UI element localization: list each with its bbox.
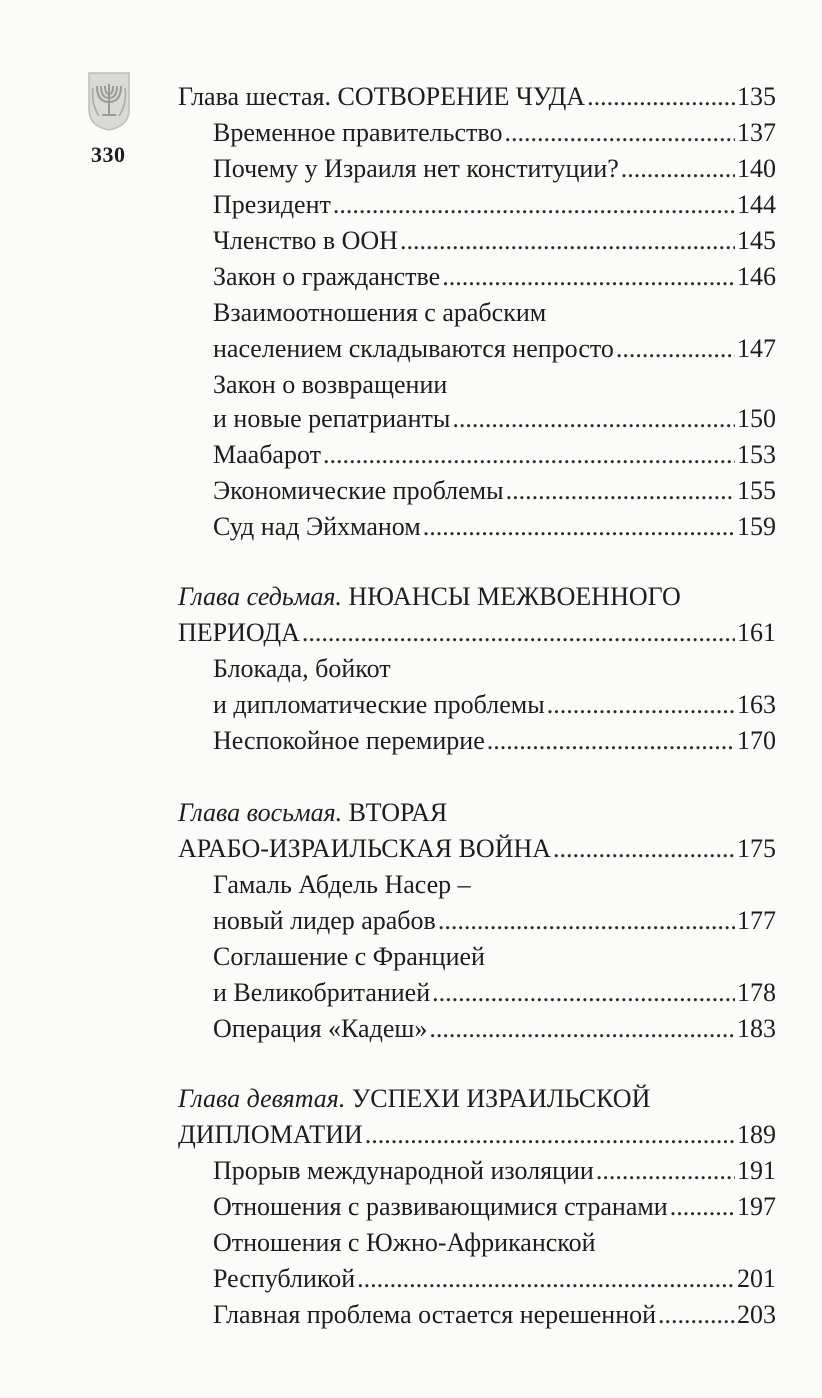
leader-dots: [621, 150, 735, 188]
leader-dots: [504, 114, 735, 152]
toc-item: [213, 508, 776, 546]
toc-page-number: 163: [737, 690, 776, 719]
toc-page-number: 170: [737, 726, 776, 755]
leader-dots: [487, 722, 735, 760]
leader-dots: [365, 1116, 735, 1154]
toc-entry-title: Членство в ООН: [213, 226, 398, 255]
toc-entry-title: Гамаль Абдель Насер –: [213, 870, 471, 899]
toc-page-number: 150: [737, 404, 776, 433]
leader-dots: [333, 186, 735, 224]
leader-dots: [400, 222, 735, 260]
toc-page-number: 201: [737, 1264, 776, 1293]
toc-chapter-7: [178, 614, 776, 652]
toc-item: [213, 1296, 776, 1334]
toc-page-number: 161: [737, 618, 776, 647]
toc-entry-title: Отношения с развивающимися странами: [213, 1192, 668, 1221]
toc-page-number: 145: [737, 226, 776, 255]
chapter-title: ВТОРАЯ: [348, 798, 448, 827]
toc-item: [213, 686, 776, 724]
toc-entry-title: Блокада, бойкот: [213, 654, 391, 683]
toc-item: [213, 722, 776, 760]
toc-page-number: 189: [737, 1120, 776, 1149]
toc-entry-title: и новые репатрианты: [213, 404, 451, 433]
toc-page-number: 147: [737, 334, 776, 363]
toc-entry-title: Суд над Эйхманом: [213, 512, 421, 541]
toc-entry-title: Операция «Кадеш»: [213, 1014, 428, 1043]
leader-dots: [423, 508, 735, 546]
toc-chapter-9-heading: [178, 1080, 650, 1118]
leader-dots: [429, 1010, 735, 1048]
chapter-title: УСПЕХИ ИЗРАИЛЬСКОЙ: [351, 1084, 651, 1113]
toc-page-number: 146: [737, 262, 776, 291]
leader-dots: [670, 1188, 735, 1226]
leader-dots: [616, 330, 735, 368]
leader-dots: [438, 902, 735, 940]
toc-item: [213, 902, 776, 940]
toc-entry-title: Взаимоотношения с арабским: [213, 298, 547, 327]
toc-entry-title: Маабарот: [213, 440, 321, 469]
toc-item: [213, 974, 776, 1012]
toc-item: [213, 400, 776, 438]
toc-entry-title: и дипломатические проблемы: [213, 690, 545, 719]
chapter-title: НЮАНСЫ МЕЖВОЕННОГО: [348, 582, 681, 611]
toc-page-number: 135: [737, 82, 776, 111]
toc-entry-title: Почему у Израиля нет конституции?: [213, 154, 619, 183]
toc-page-number: 197: [737, 1192, 776, 1221]
toc-entry-title: населением складываются непросто: [213, 334, 614, 363]
toc-entry-title: ПЕРИОДА: [178, 618, 300, 647]
leader-dots: [357, 1260, 735, 1298]
toc-item: [213, 330, 776, 368]
toc-entry-title: Главная проблема остается нерешенной: [213, 1300, 657, 1329]
leader-dots: [302, 614, 735, 652]
toc-item: [213, 1260, 776, 1298]
toc-item: [213, 186, 776, 224]
toc-item: [213, 1152, 776, 1190]
toc-page-number: 175: [737, 834, 776, 863]
chapter-label: Глава седьмая.: [178, 582, 342, 611]
leader-dots: [596, 1152, 735, 1190]
toc-entry-title: Республикой: [213, 1264, 356, 1293]
toc-page-number: 137: [737, 118, 776, 147]
leader-dots: [432, 974, 735, 1012]
toc-page-number: 153: [737, 440, 776, 469]
toc-item: [213, 150, 776, 188]
toc-entry-title: Неспокойное перемирие: [213, 726, 485, 755]
toc-entry-title: АРАБО-ИЗРАИЛЬСКАЯ ВОЙНА: [178, 834, 552, 863]
leader-dots: [587, 78, 735, 116]
toc-entry-title: Президент: [213, 190, 331, 219]
toc-entry-title: ДИПЛОМАТИИ: [178, 1120, 363, 1149]
leader-dots: [323, 436, 735, 474]
toc-page-number: 178: [737, 978, 776, 1007]
toc-page-number: 177: [737, 906, 776, 935]
toc-entry-title: Закон о гражданстве: [213, 262, 441, 291]
toc-chapter-9: [178, 1116, 776, 1154]
toc-entry-title: и Великобританией: [213, 978, 431, 1007]
leader-dots: [442, 258, 735, 296]
toc-entry-title: Закон о возвращении: [213, 370, 448, 399]
toc-item: [213, 1188, 776, 1226]
toc-item: [213, 258, 776, 296]
toc-chapter-7-heading: [178, 578, 681, 616]
leader-dots: [452, 400, 735, 438]
chapter-label: Глава девятая.: [178, 1084, 346, 1113]
toc-item: [213, 114, 776, 152]
toc-entry-title: Временное правительство: [213, 118, 503, 147]
toc-item: [213, 222, 776, 260]
toc-page-number: 191: [737, 1156, 776, 1185]
toc-entry-title: Глава шестая. СОТВОРЕНИЕ ЧУДА: [178, 82, 586, 111]
leader-dots: [547, 686, 735, 724]
toc-entry-title: Отношения с Южно-Африканской: [213, 1228, 596, 1257]
toc-chapter-6: [178, 78, 776, 116]
toc-item: [213, 436, 776, 474]
leader-dots: [553, 830, 735, 868]
toc-entry-title: Соглашение с Францией: [213, 942, 485, 971]
leader-dots: [658, 1296, 735, 1334]
toc-item: [213, 1010, 776, 1048]
chapter-label: Глава восьмая.: [178, 798, 343, 827]
toc-item: [213, 472, 776, 510]
toc-chapter-8-heading: [178, 794, 447, 832]
toc-chapter-8: [178, 830, 776, 868]
page-number: 330: [91, 142, 126, 167]
toc-entry-title: Прорыв международной изоляции: [213, 1156, 594, 1185]
toc-page-number: 144: [737, 190, 776, 219]
toc-page-number: 203: [737, 1300, 776, 1329]
toc-page-number: 155: [737, 476, 776, 505]
leader-dots: [506, 472, 735, 510]
toc-page-number: 140: [737, 154, 776, 183]
toc-page-number: 159: [737, 512, 776, 541]
toc-entry-title: новый лидер арабов: [213, 906, 436, 935]
toc-entry-title: Экономические проблемы: [213, 476, 504, 505]
toc-page-number: 183: [737, 1014, 776, 1043]
